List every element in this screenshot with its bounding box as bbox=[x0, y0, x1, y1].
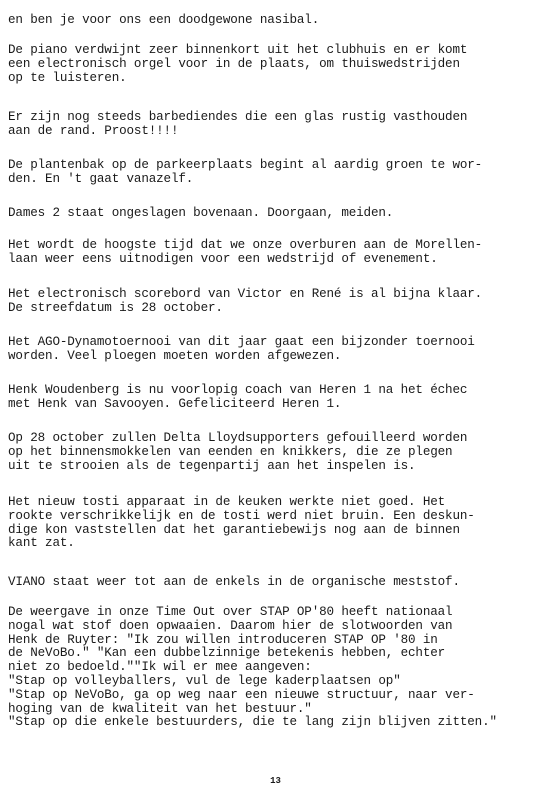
paragraph-delta-lloyd bbox=[8, 432, 548, 473]
text-line: op het binnensmokkelen van eenden en knikkers, die ze plegen bbox=[8, 444, 453, 459]
text-line: Henk de Ruyter: "Ik zou willen introduceren STAP OP '80 in bbox=[8, 632, 438, 647]
text-line: laan weer eens uitnodigen voor een wedstrijd of evenement. bbox=[8, 251, 438, 266]
text-line: hoging van de kwaliteit van het bestuur." bbox=[8, 701, 312, 716]
text-line: aan de rand. Proost!!!! bbox=[8, 123, 179, 138]
text-line: Het electronisch scorebord van Victor en René is al bijna klaar. bbox=[8, 287, 483, 301]
paragraph-overburen bbox=[8, 239, 548, 267]
text-line: Het nieuw tosti apparaat in de keuken werkte niet goed. Het bbox=[8, 495, 446, 509]
text-line: Er zijn nog steeds barbediendes die een glas rustig vasthouden bbox=[8, 110, 468, 124]
paragraph-barbediendes bbox=[8, 111, 548, 139]
text-line: "Stap op NeVoBo, ga op weg naar een nieuwe structuur, naar ver- bbox=[8, 687, 475, 702]
text-line: kant zat. bbox=[8, 536, 75, 551]
text-line: "Stap op die enkele bestuurders, die te lang zijn blijven zitten." bbox=[8, 715, 497, 730]
text-line: Het AGO-Dynamotoernooi van dit jaar gaat een bijzonder toernooi bbox=[8, 335, 475, 349]
paragraph-viano bbox=[8, 576, 548, 590]
text-line: op te luisteren. bbox=[8, 70, 127, 85]
text-line: VIANO staat weer tot aan de enkels in de organische meststof. bbox=[8, 575, 460, 589]
text-line: Op 28 october zullen Delta Lloydsupporters gefouilleerd worden bbox=[8, 431, 468, 445]
page-number: 13 bbox=[270, 776, 281, 786]
text-line: den. En 't gaat vanazelf. bbox=[8, 171, 194, 186]
paragraph-scorebord bbox=[8, 288, 548, 316]
text-line: en ben je voor ons een doodgewone nasibal. bbox=[8, 13, 320, 27]
text-line: worden. Veel ploegen moeten worden afgewezen. bbox=[8, 348, 342, 363]
text-line: dige kon vaststellen dat het garantiebewijs nog aan de binnen bbox=[8, 522, 460, 537]
paragraph-toernooi bbox=[8, 336, 548, 364]
text-line: uit te strooien als de tegenpartij aan het inspelen is. bbox=[8, 458, 416, 473]
text-line: nogal wat stof doen opwaaien. Daarom hier de slotwoorden van bbox=[8, 618, 453, 633]
text-line: "Stap op volleyballers, vul de lege kaderplaatsen op" bbox=[8, 673, 401, 688]
text-line: een electronisch orgel voor in de plaats, om thuiswedstrijden bbox=[8, 56, 460, 71]
paragraph-coach bbox=[8, 384, 548, 412]
text-line: niet zo bedoeld.""Ik wil er mee aangeven: bbox=[8, 660, 312, 675]
paragraph-nasibal bbox=[8, 14, 548, 28]
text-line: rookte verschrikkelijk en de tosti werd niet bruin. Een deskun- bbox=[8, 508, 475, 523]
text-line: Het wordt de hoogste tijd dat we onze overburen aan de Morellen- bbox=[8, 238, 483, 252]
paragraph-dames bbox=[8, 207, 548, 221]
text-line: De piano verdwijnt zeer binnenkort uit het clubhuis en er komt bbox=[8, 43, 468, 57]
text-line: met Henk van Savooyen. Gefeliciteerd Heren 1. bbox=[8, 396, 342, 411]
text-line: De streefdatum is 28 october. bbox=[8, 300, 223, 315]
text-line: Dames 2 staat ongeslagen bovenaan. Doorgaan, meiden. bbox=[8, 206, 394, 220]
paragraph-stap-op bbox=[8, 606, 548, 730]
paragraph-piano bbox=[8, 44, 548, 85]
text-line: de NeVoBo." "Kan een dubbelzinnige betekenis hebben, echter bbox=[8, 646, 446, 661]
paragraph-plantenbak bbox=[8, 159, 548, 187]
text-line: Henk Woudenberg is nu voorlopig coach van Heren 1 na het échec bbox=[8, 383, 468, 397]
text-line: De weergave in onze Time Out over STAP OP'80 heeft nationaal bbox=[8, 605, 453, 619]
text-line: De plantenbak op de parkeerplaats begint al aardig groen te wor- bbox=[8, 158, 483, 172]
paragraph-tosti bbox=[8, 496, 548, 551]
